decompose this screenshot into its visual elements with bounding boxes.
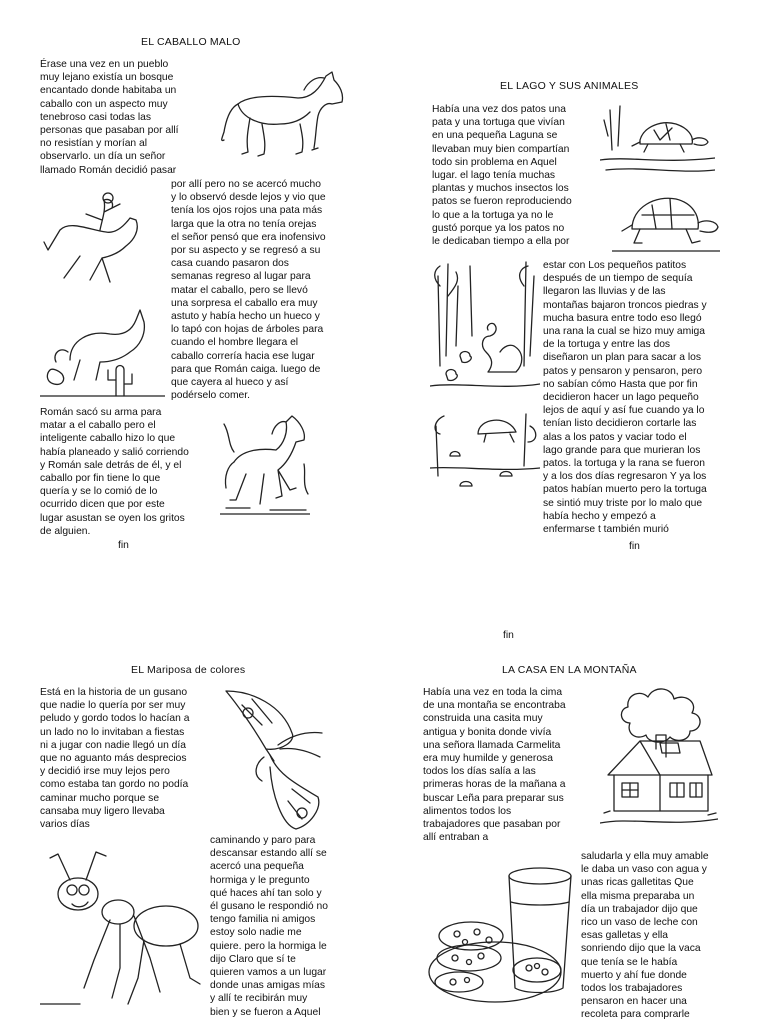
butterfly-icon bbox=[222, 685, 334, 833]
title-casa: LA CASA EN LA MONTAÑA bbox=[502, 664, 637, 676]
title-mariposa: EL Mariposa de colores bbox=[131, 664, 246, 676]
house-icon bbox=[600, 683, 718, 833]
caballo-text-3: Román sacó su arma para matar a el caballo pero el inteligente caballo hizo lo que había planeado y salió corriendo y Román sale detrás de él, y el caballo por fin tiene lo que quería y se lo comió de lo ocurrido dicen que por este lugar asustan se oyen los gritos de alguien. bbox=[40, 407, 189, 537]
middle-fin: fin bbox=[503, 630, 514, 641]
casa-text-2: saludarla y ella muy amable le daba un vaso con agua y unas ricas galletitas Que ella misma preparaba un día un trabajador dijo que rico un vaso de leche con esas galletas y ella sonriendo dijo que la vaca que tenía se le había muerto y ahí fue donde todos los trabajadores pensaron en hacer una recoleta para comprarle bbox=[581, 851, 709, 1021]
lago-fin: fin bbox=[629, 541, 640, 552]
ant-icon bbox=[40, 848, 202, 1008]
caballo-fin: fin bbox=[118, 540, 129, 551]
duck-pond-icon bbox=[430, 256, 540, 501]
title-caballo: EL CABALLO MALO bbox=[141, 36, 241, 48]
milk-cookies-icon bbox=[425, 862, 580, 1012]
caballo-text-1: Érase una vez en un pueblo muy lejano existía un bosque encantado donde habitaba un caballo con un aspecto muy tenebroso casi todas las personas que pasaban por allí no resistían y morían al observarlo. un día un señor llamado Román decidió pasar bbox=[40, 59, 179, 176]
title-lago: EL LAGO Y SUS ANIMALES bbox=[500, 80, 639, 92]
lago-text-1: Había una vez dos patos una pata y una tortuga que vivían en una pequeña Laguna se llevaban muy bien compartían todo sin problema en Aquel lugar. el lago tenía muchas plantas y muchos insectos los patos se fueron reproduciendo lo que a la tortuga ya no le gustó porque ya los patos no le dedicaban tiempo a ella por bbox=[432, 104, 572, 248]
caballo-text-2: por allí pero no se acercó mucho y lo observó desde lejos y vio que tenía los ojos rojos una pata más larga que la otra no tenía orejas el señor pensó que era inofensivo por su aspecto y se regresó a su casa cuando pasaron dos semanas regreso al lugar para matar el caballo, pero se llevó una sorpresa el caballo era muy astuto y había hecho un hueco y lo tapó con hojas de árboles para cuando el hombre llegara el caballo correría hacia ese lugar para que Román caiga. luego de que cayera al hueco y así podérselo comer. bbox=[171, 179, 326, 402]
lago-text-2: estar con Los pequeños patitos después de un tiempo de sequía llegaron las lluvias y de las montañas bajaron troncos piedras y mucha basura entre todo eso llegó una rana la cual se hizo muy amiga de la tortuga y entre las dos diseñaron un plan para sacar a los patos y pensaron y pensaron, pero no sabían cómo Hasta que por fin decidieron hacer un lago pequeño lejos de aquí y así fue cuando ya lo tenían listo decidieron cortarle las alas a los patos y vaciar todo el lago grande para que murieran los patos. la tortuga y la rana se fueron y a los dos días regresaron Y ya los patos habían muerto pero la tortuga se sintió muy triste por lo malo que había hecho y empezó a enfermarse t también murió bbox=[543, 260, 707, 536]
mariposa-text-2: caminando y paro para descansar estando allí se acercó una pequeña hormiga y le pregunto qué haces ahí tan solo y él gusano le respondió no tengo familia ni amigos estoy solo nadie me quiere. pero la hormiga le dijo Claro que sí te quieren vamos a un lugar donde unas amigas mías y allí te recibirán muy bien y se fueron a Aquel bbox=[210, 835, 328, 1018]
running-horse-icon bbox=[220, 404, 310, 519]
horse-icon bbox=[220, 68, 350, 160]
rider-icon bbox=[40, 190, 160, 290]
mariposa-text-1: Está en la historia de un gusano que nadie lo quería por ser muy peludo y gordo todos lo hacían a un lado no lo invitaban a fiestas ni a jugar con nadie llegó un día que no aguanto más desprecios y decidió irse muy lejos pero como estaba tan gordo no podía caminar mucho porque se cansaba muy ligero llevaba varios días bbox=[40, 687, 190, 831]
turtle2-icon bbox=[612, 185, 720, 257]
animals-icon bbox=[40, 300, 165, 400]
turtle-icon bbox=[600, 100, 715, 180]
casa-text-1: Había una vez en toda la cima de una montaña se encontraba construida una casita muy antigua y bonita donde vivía una señora llamada Carmelita era muy humilde y generosa todos los días salía a las primeras horas de la mañana a buscar Leña para preparar sus alimentos todos los trabajadores que pasaban por allí entraban a bbox=[423, 687, 566, 844]
